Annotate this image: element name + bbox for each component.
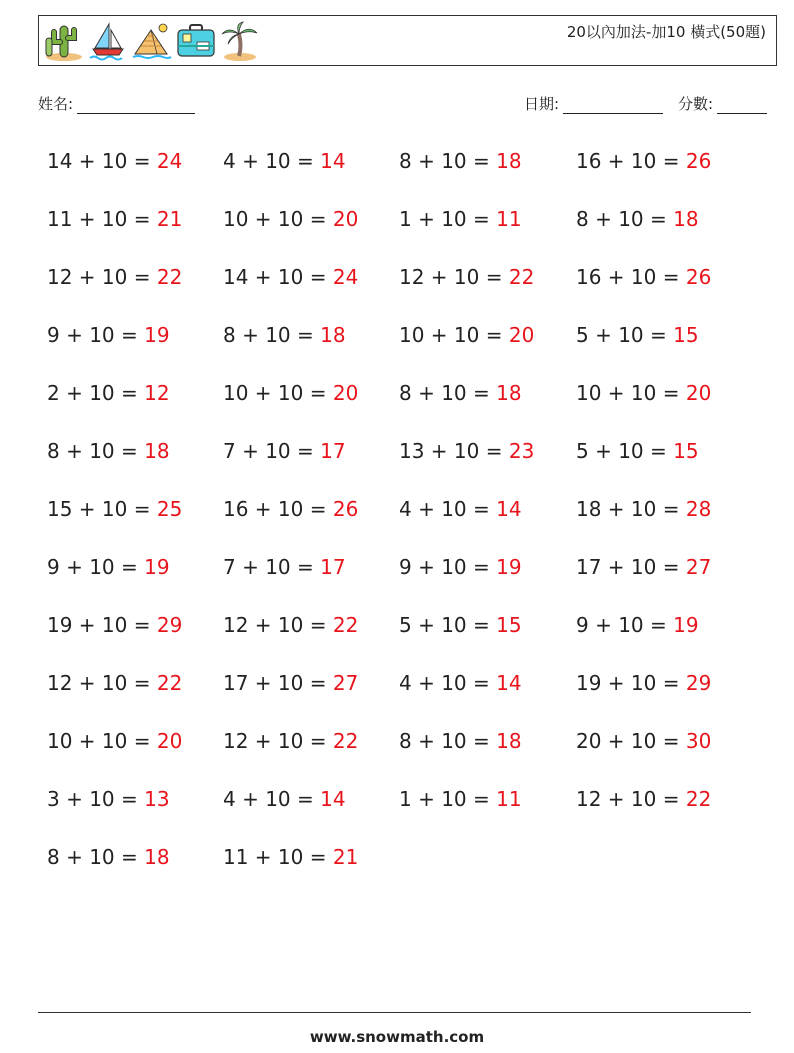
problem-answer: 19 [144,323,170,347]
problem-answer: 12 [144,381,170,405]
problem-item [47,787,170,811]
header-icons [43,20,261,62]
problem-item [576,381,711,405]
problem-question: 2 + 10 = [47,381,145,405]
problem-item [399,149,522,173]
problem-item [576,265,711,289]
worksheet-header [38,15,777,66]
problem-answer: 29 [156,613,183,637]
problem-item [47,265,182,289]
problem-item [47,323,170,347]
problem-answer: 21 [332,845,359,869]
problem-question: 17 + 10 = [223,671,333,695]
problem-question: 15 + 10 = [47,497,157,521]
problem-item [399,381,522,405]
problem-question: 1 + 10 = [399,207,497,231]
pyramid-icon [131,20,173,62]
problem-item [223,381,358,405]
problem-question: 12 + 10 = [223,729,333,753]
problem-item [47,555,170,579]
problem-answer: 19 [144,555,170,579]
problem-question: 8 + 10 = [47,439,145,463]
problem-question: 12 + 10 = [47,671,157,695]
problem-question: 8 + 10 = [47,845,145,869]
problem-answer: 22 [685,787,712,811]
problem-item [399,207,522,231]
problem-question: 8 + 10 = [576,207,674,231]
problem-answer: 28 [685,497,712,521]
problem-question: 4 + 10 = [223,149,321,173]
date-blank[interactable] [563,97,663,114]
problem-item [47,845,170,869]
suitcase-icon [175,20,217,62]
problem-item [223,787,346,811]
problem-item [47,729,182,753]
problem-question: 4 + 10 = [399,671,497,695]
problem-item [399,787,522,811]
problem-item [576,787,711,811]
problem-answer: 26 [685,149,712,173]
problem-question: 10 + 10 = [576,381,686,405]
problem-question: 4 + 10 = [399,497,497,521]
problem-answer: 20 [508,323,535,347]
problem-question: 7 + 10 = [223,555,321,579]
score-blank[interactable] [717,97,767,114]
problem-answer: 20 [332,207,359,231]
problem-question: 14 + 10 = [223,265,333,289]
problem-answer: 11 [496,207,522,231]
problem-item [399,497,522,521]
problem-question: 12 + 10 = [223,613,333,637]
problem-item [223,671,358,695]
problem-answer: 26 [332,497,359,521]
sailboat-icon [87,20,129,62]
problem-question: 4 + 10 = [223,787,321,811]
problem-question: 17 + 10 = [576,555,686,579]
problem-question: 13 + 10 = [399,439,509,463]
problem-question: 19 + 10 = [47,613,157,637]
date-label: 日期: [524,95,560,113]
name-field[interactable] [38,93,195,114]
problem-answer: 25 [156,497,183,521]
problem-item [47,671,182,695]
problem-question: 12 + 10 = [47,265,157,289]
problem-answer: 23 [508,439,535,463]
problem-question: 10 + 10 = [223,207,333,231]
problem-answer: 18 [496,381,522,405]
problem-answer: 27 [685,555,712,579]
problem-item [223,439,346,463]
problem-question: 9 + 10 = [576,613,674,637]
problem-item [223,845,358,869]
problem-item [576,207,699,231]
problem-item [399,265,534,289]
problem-question: 8 + 10 = [399,381,497,405]
problem-question: 16 + 10 = [223,497,333,521]
problem-item [399,671,522,695]
problem-answer: 17 [320,439,346,463]
problem-answer: 20 [332,381,359,405]
problem-answer: 21 [156,207,183,231]
problem-item [576,671,711,695]
footer-url: www.snowmath.com [309,1028,485,1046]
problem-question: 8 + 10 = [399,729,497,753]
problem-answer: 26 [685,265,712,289]
problem-answer: 18 [320,323,346,347]
problem-answer: 17 [320,555,346,579]
worksheet-title: 20以內加法-加10 橫式(50題) [566,23,766,41]
problem-answer: 14 [496,497,522,521]
problem-question: 12 + 10 = [576,787,686,811]
problem-answer: 15 [496,613,522,637]
problem-item [223,729,358,753]
problem-answer: 18 [673,207,699,231]
problem-item [576,323,699,347]
problem-item [576,497,711,521]
problem-question: 16 + 10 = [576,149,686,173]
problem-answer: 22 [156,671,183,695]
problem-question: 9 + 10 = [47,555,145,579]
problem-item [576,613,699,637]
score-field[interactable] [678,93,767,114]
problem-item [576,149,711,173]
problem-item [223,323,346,347]
problem-answer: 15 [673,439,699,463]
problem-item [399,439,534,463]
problem-item [47,149,182,173]
problem-question: 18 + 10 = [576,497,686,521]
problem-question: 16 + 10 = [576,265,686,289]
problem-answer: 22 [332,613,359,637]
problem-answer: 11 [496,787,522,811]
problem-question: 3 + 10 = [47,787,145,811]
problem-item [576,729,711,753]
problem-question: 11 + 10 = [47,207,157,231]
problem-question: 9 + 10 = [399,555,497,579]
problem-item [399,729,522,753]
problem-answer: 18 [144,845,170,869]
problem-item [223,207,358,231]
problem-question: 5 + 10 = [399,613,497,637]
problem-question: 5 + 10 = [576,439,674,463]
score-label: 分數: [678,95,714,113]
problem-question: 10 + 10 = [223,381,333,405]
problem-item [47,381,170,405]
problem-item [399,323,534,347]
name-blank[interactable] [77,97,195,114]
problem-answer: 22 [332,729,359,753]
problem-answer: 27 [332,671,359,695]
problem-answer: 14 [320,787,346,811]
name-label: 姓名: [38,95,74,113]
problem-question: 10 + 10 = [399,323,509,347]
palm-tree-icon [219,20,261,62]
problem-item [47,613,182,637]
problem-answer: 20 [685,381,712,405]
problem-item [576,439,699,463]
problem-item [399,613,522,637]
problem-answer: 30 [685,729,712,753]
problem-item [223,555,346,579]
date-field[interactable] [524,93,663,114]
problem-item [223,613,358,637]
problem-item [576,555,711,579]
problem-question: 5 + 10 = [576,323,674,347]
problem-question: 14 + 10 = [47,149,157,173]
problem-answer: 15 [673,323,699,347]
problem-answer: 18 [144,439,170,463]
problem-answer: 22 [508,265,535,289]
problem-answer: 14 [496,671,522,695]
problem-item [47,207,182,231]
problem-item [47,439,170,463]
problem-answer: 24 [156,149,183,173]
problem-answer: 18 [496,729,522,753]
problem-question: 8 + 10 = [223,323,321,347]
problem-answer: 18 [496,149,522,173]
footer-divider [38,1012,751,1013]
problem-question: 9 + 10 = [47,323,145,347]
problem-question: 20 + 10 = [576,729,686,753]
problem-item [223,497,358,521]
cactus-icon [43,20,85,62]
problem-item [47,497,182,521]
problem-question: 1 + 10 = [399,787,497,811]
problem-answer: 29 [685,671,712,695]
problem-answer: 14 [320,149,346,173]
problem-item [223,149,346,173]
problem-question: 19 + 10 = [576,671,686,695]
problem-answer: 24 [332,265,359,289]
problem-answer: 19 [673,613,699,637]
problem-question: 11 + 10 = [223,845,333,869]
problem-question: 8 + 10 = [399,149,497,173]
problem-question: 12 + 10 = [399,265,509,289]
problem-question: 7 + 10 = [223,439,321,463]
problem-answer: 19 [496,555,522,579]
problem-question: 10 + 10 = [47,729,157,753]
problem-answer: 20 [156,729,183,753]
problem-item [223,265,358,289]
problem-answer: 22 [156,265,183,289]
problem-item [399,555,522,579]
problem-answer: 13 [144,787,170,811]
